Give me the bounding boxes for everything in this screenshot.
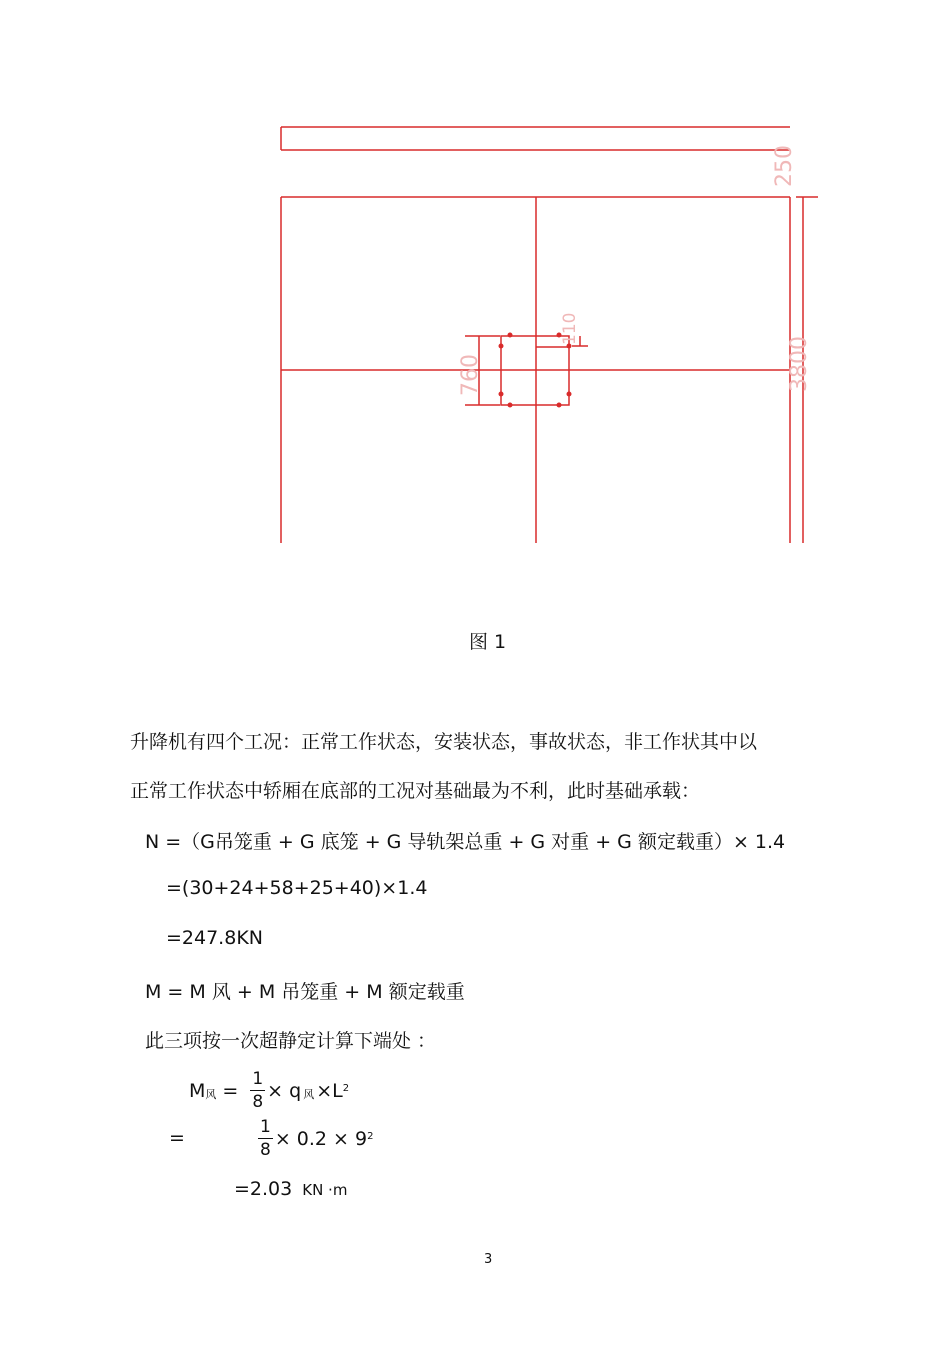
times-l: ×L [316,1079,343,1102]
formula-n-result: =247.8KN [166,927,263,949]
dimension-3800: 3800 [787,336,812,392]
fraction-one-eighth-2 [258,1116,273,1161]
rebar-dot [499,392,504,397]
formula-wind-result [234,1178,347,1200]
fraction-one-eighth [250,1068,265,1113]
result-value: =2.03 [234,1178,293,1200]
dimension-110: 110 [560,312,580,345]
fraction-numerator: 1 [252,1069,264,1089]
formula-n-definition: N =（G吊笼重 + G 底笼 + G 导轨架总重 + G 对重 + G 额定载重）× 1.4 [145,831,786,853]
rebar-dot [508,333,513,338]
exponent-2b: 2 [367,1131,374,1142]
paragraph-line-2: 正常工作状态中轿厢在底部的工况对基础最为不利，此时基础承载： [130,780,701,802]
figure-1-drawing [0,0,950,600]
dimension-250: 250 [772,145,797,187]
fraction-numerator-2: 1 [260,1117,271,1137]
rebar-dot [499,344,504,349]
formula-wind-moment [189,1068,349,1113]
rebar-dot [508,403,513,408]
fraction-denominator-2: 8 [260,1140,271,1160]
substitution-values: × 0.2 × 9 [274,1127,368,1150]
wind-subscript: 风 [205,1087,217,1101]
rebar-dot [557,403,562,408]
wind-subscript-q: 风 [303,1087,315,1101]
result-unit: KN ·m [302,1181,348,1199]
figure-caption: 图 1 [469,631,507,653]
equals-sign: = [222,1079,239,1102]
paragraph-line-1: 升降机有四个工况：正常工作状态，安装状态，事故状态，非工作状其中以 [130,731,758,753]
page-number: 3 [484,1252,493,1267]
fraction-denominator: 8 [252,1092,264,1112]
dimension-760: 760 [458,354,483,396]
equals-sign-2: = [169,1127,185,1149]
formula-n-substitution: =(30+24+58+25+40)×1.4 [166,877,428,899]
rebar-dot [567,392,572,397]
moment-symbol: M [189,1079,206,1102]
times-q: × q [267,1079,302,1102]
exponent-2: 2 [342,1083,350,1094]
formula-m-definition: M = M 风 + M 吊笼重 + M 额定载重 [145,981,465,1003]
formula-wind-substitution [258,1116,373,1161]
formula-m-note: 此三项按一次超静定计算下端处 ： [145,1030,437,1052]
